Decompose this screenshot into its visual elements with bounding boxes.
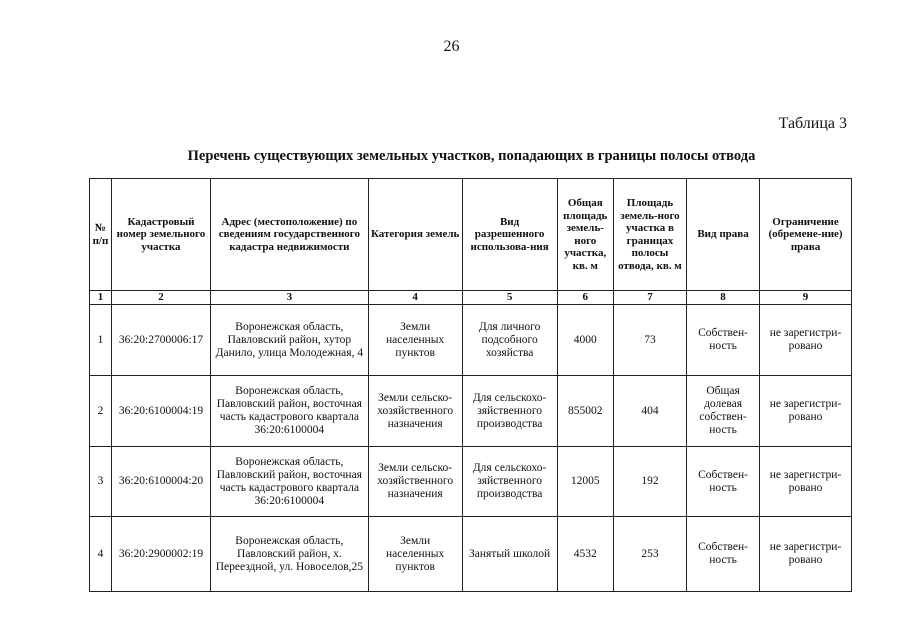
land-plots-table	[89, 178, 852, 592]
encumbrance: не зарегистри-ровано	[760, 517, 852, 592]
total-area: 4000	[557, 305, 613, 376]
encumbrance: не зарегистри-ровано	[760, 305, 852, 376]
column-number: 7	[613, 291, 686, 305]
column-number-row	[90, 291, 852, 305]
address-cell: Воронежская область, Павловский район, хутор Данило, улица Молодежная, 4	[211, 305, 369, 376]
land-category: Земли населенных пунктов	[368, 305, 462, 376]
cadastral-number: 36:20:6100004:19	[111, 376, 210, 447]
column-number: 4	[368, 291, 462, 305]
cadastral-number: 36:20:2900002:19	[111, 517, 210, 592]
cadastral-number: 36:20:2700006:17	[111, 305, 210, 376]
column-number: 6	[557, 291, 613, 305]
column-number: 5	[462, 291, 557, 305]
permitted-use: Занятый школой	[462, 517, 557, 592]
encumbrance: не зарегистри-ровано	[760, 447, 852, 517]
document-title: Перечень существующих земельных участков, попадающих в границы полосы отвода	[187, 148, 756, 164]
header-cell: Кадастровый номер земельного участка	[111, 179, 210, 291]
table-row	[90, 305, 852, 376]
strip-area: 404	[613, 376, 686, 447]
table-row	[90, 447, 852, 517]
permitted-use: Для сельскохо-зяйственного производства	[462, 447, 557, 517]
permitted-use: Для личного подсобного хозяйства	[462, 305, 557, 376]
header-cell: № п/п	[90, 179, 112, 291]
header-cell: Площадь земель-ного участка в границах полосы отвода, кв. м	[613, 179, 686, 291]
right-type: Общая долевая собствен-ность	[687, 376, 760, 447]
address-cell: Воронежская область, Павловский район, восточная часть кадастрового квартала 36:20:6100004	[211, 376, 369, 447]
total-area: 4532	[557, 517, 613, 592]
land-category: Земли сельско-хозяйственного назначения	[368, 447, 462, 517]
header-cell: Вид права	[687, 179, 760, 291]
permitted-use: Для сельскохо-зяйственного производства	[462, 376, 557, 447]
total-area: 855002	[557, 376, 613, 447]
land-category: Земли сельско-хозяйственного назначения	[368, 376, 462, 447]
header-cell: Вид разрешенного использова-ния	[462, 179, 557, 291]
address-cell: Воронежская область, Павловский район, восточная часть кадастрового квартала 36:20:6100004	[211, 447, 369, 517]
column-number: 9	[760, 291, 852, 305]
table-caption: Таблица 3	[778, 115, 847, 132]
cadastral-number: 36:20:6100004:20	[111, 447, 210, 517]
table-row	[90, 376, 852, 447]
header-cell: Адрес (местоположение) по сведениям государственного кадастра недвижимости	[211, 179, 369, 291]
header-cell: Общая площадь земель-ного участка, кв. м	[557, 179, 613, 291]
row-number: 2	[90, 376, 112, 447]
table-row	[90, 517, 852, 592]
encumbrance: не зарегистри-ровано	[760, 376, 852, 447]
address-cell: Воронежская область, Павловский район, х. Переездной, ул. Новоселов,25	[211, 517, 369, 592]
strip-area: 192	[613, 447, 686, 517]
row-number: 3	[90, 447, 112, 517]
row-number: 4	[90, 517, 112, 592]
row-number: 1	[90, 305, 112, 376]
column-number: 8	[687, 291, 760, 305]
header-row	[90, 179, 852, 291]
land-category: Земли населенных пунктов	[368, 517, 462, 592]
header-cell: Ограничение (обремене-ние) права	[760, 179, 852, 291]
right-type: Собствен-ность	[687, 447, 760, 517]
total-area: 12005	[557, 447, 613, 517]
header-cell: Категория земель	[368, 179, 462, 291]
column-number: 3	[211, 291, 369, 305]
strip-area: 73	[613, 305, 686, 376]
right-type: Собствен-ность	[687, 517, 760, 592]
strip-area: 253	[613, 517, 686, 592]
page-number: 26	[443, 38, 460, 55]
column-number: 2	[111, 291, 210, 305]
right-type: Собствен-ность	[687, 305, 760, 376]
column-number: 1	[90, 291, 112, 305]
